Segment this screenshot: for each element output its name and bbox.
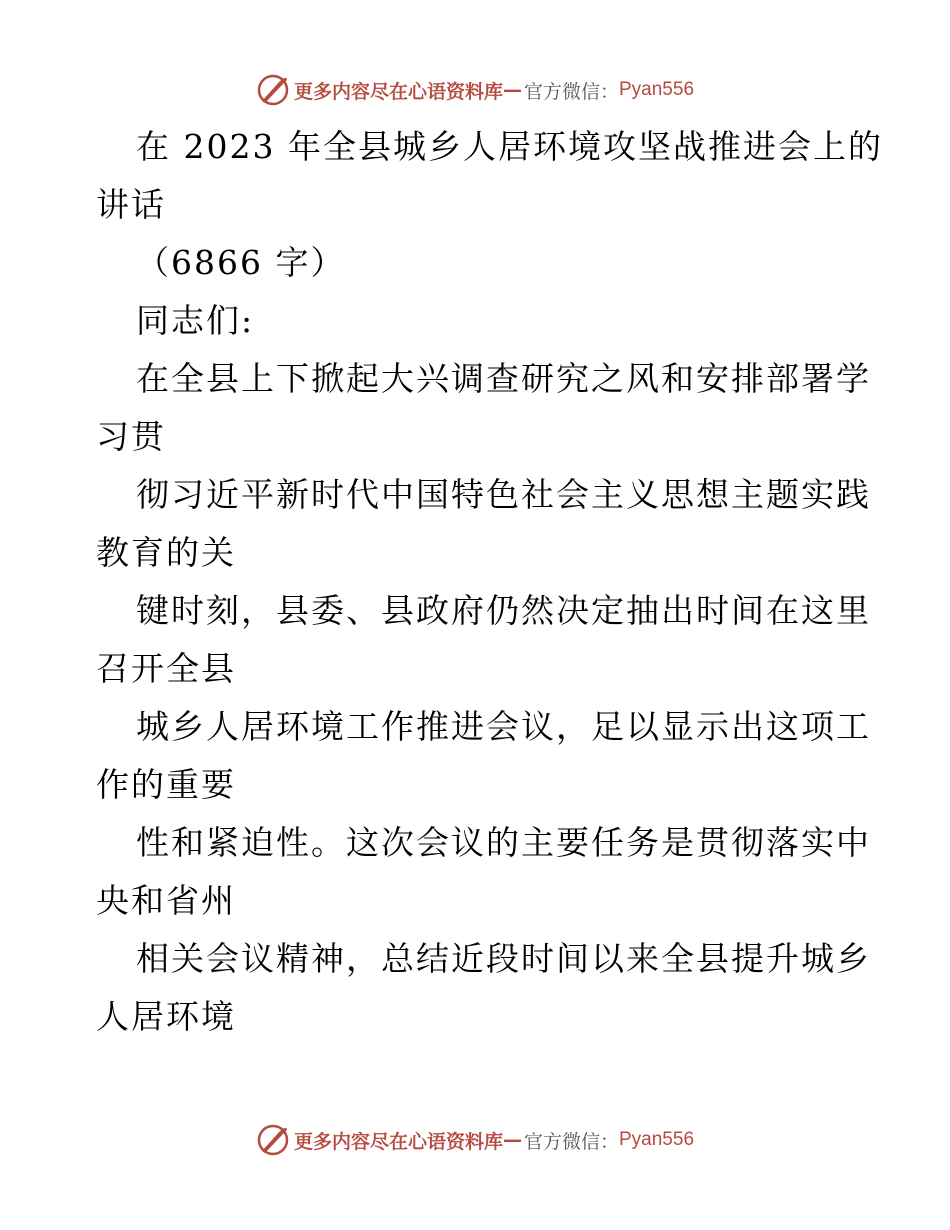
paragraph-line: 键时刻，县委、县政府仍然决定抽出时间在这里 [136,591,871,630]
quill-logo-icon [256,73,290,107]
footer-watermark [0,1120,950,1160]
paragraph-line: 召开全县 [96,649,236,688]
paragraph-line: 教育的关 [96,533,236,572]
paragraph-line: 作的重要 [96,765,236,804]
document-title-line-1: 在 2023 年全县城乡人居环境攻坚战推进会上的 [136,127,883,166]
watermark-wechat-id: Pyan556 [619,1129,695,1150]
paragraph-line: 城乡人居环境工作推进会议，足以显示出这项工 [136,707,871,746]
quill-logo-icon [256,1123,290,1157]
watermark-wechat-id: Pyan556 [619,79,695,100]
paragraph-line: 性和紧迫性。这次会议的主要任务是贯彻落实中 [136,823,871,862]
word-count: （6866 字） [136,243,346,282]
watermark-label: 官方微信： [523,1130,619,1153]
paragraph-line: 相关会议精神，总结近段时间以来全县提升城乡 [136,939,871,978]
salutation: 同志们: [136,301,255,340]
watermark-site: 更多内容尽在心语资料库 [293,1130,503,1153]
watermark-site: 更多内容尽在心语资料库 [293,80,503,103]
paragraph-line: 在全县上下掀起大兴调查研究之风和安排部署学 [136,359,871,398]
watermark-dash: — [502,1129,522,1151]
watermark-label: 官方微信： [523,80,619,103]
watermark-dash: — [502,79,522,101]
header-watermark [0,70,950,110]
document-title-line-2: 讲话 [96,185,166,224]
paragraph-line: 央和省州 [96,881,236,920]
paragraph-line: 彻习近平新时代中国特色社会主义思想主题实践 [136,475,871,514]
paragraph-line: 习贯 [96,417,166,456]
paragraph-line: 人居环境 [96,997,236,1036]
